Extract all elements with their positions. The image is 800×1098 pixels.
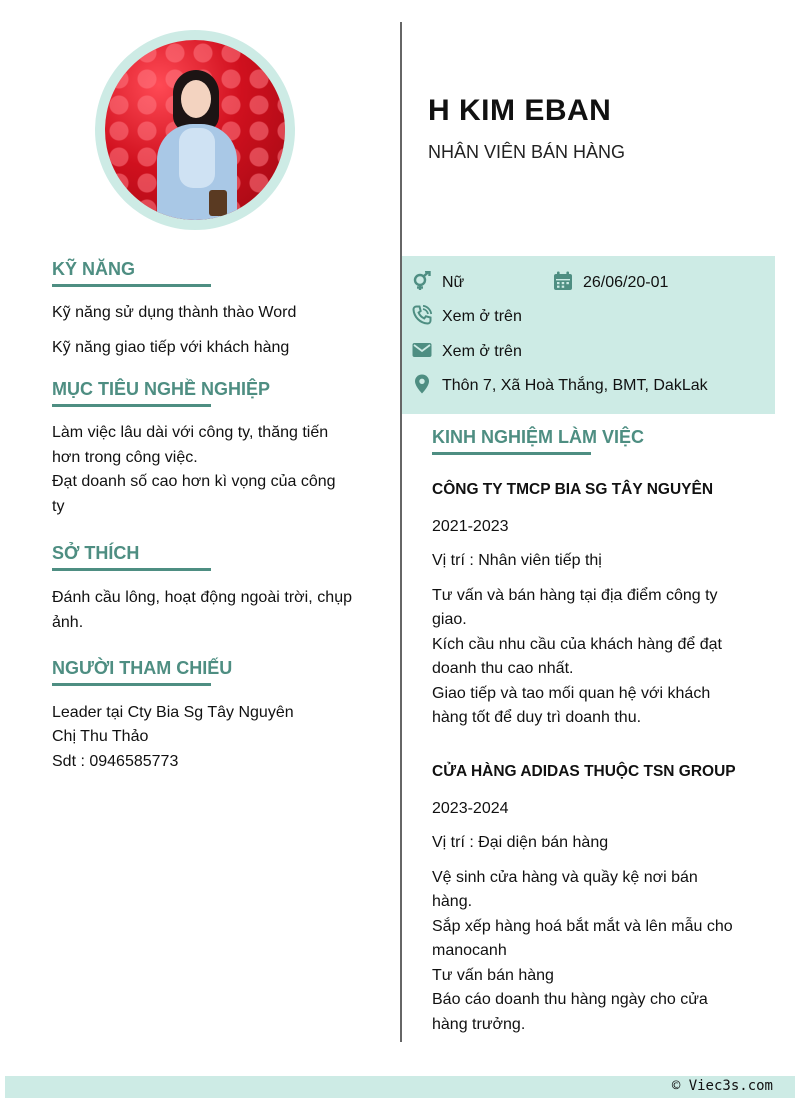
location-pin-icon [412, 374, 432, 394]
skills-title: KỸ NĂNG [52, 259, 136, 279]
contact-address: Thôn 7, Xã Hoà Thắng, BMT, DakLak [442, 377, 708, 394]
job-desc-line: Tư vấn bán hàng [432, 967, 554, 984]
objective-line: ty [52, 498, 65, 515]
hobbies-title: SỞ THÍCH [52, 543, 140, 563]
job-desc-line: doanh thu cao nhất. [432, 660, 574, 677]
reference-line: Chị Thu Thảo [52, 728, 149, 745]
job-position: Vị trí : Nhân viên tiếp thị [432, 552, 602, 569]
job-desc-line: hàng tốt để duy trì doanh thu. [432, 709, 642, 726]
job-desc-line: hàng trưởng. [432, 1016, 526, 1033]
hobbies-underline [52, 568, 211, 571]
column-divider [400, 22, 402, 1042]
job-desc-line: manocanh [432, 942, 507, 959]
job-desc-line: Kích cầu nhu cầu của khách hàng để đạt [432, 636, 722, 653]
objective-line: Làm việc lâu dài với công ty, thăng tiến [52, 424, 329, 441]
job-company: CÔNG TY TMCP BIA SG TÂY NGUYÊN [432, 481, 714, 498]
job-desc-line: Vệ sinh cửa hàng và quầy kệ nơi bán [432, 869, 698, 886]
references-underline [52, 683, 211, 686]
job-desc-line: Sắp xếp hàng hoá bắt mắt và lên mẫu cho [432, 918, 733, 935]
footer-bar [5, 1076, 795, 1098]
contact-email: Xem ở trên [442, 343, 522, 360]
avatar [105, 40, 285, 220]
job-desc-line: hàng. [432, 893, 473, 910]
profile-role: NHÂN VIÊN BÁN HÀNG [428, 142, 626, 162]
objective-line: hơn trong công việc. [52, 449, 198, 466]
reference-line: Leader tại Cty Bia Sg Tây Nguyên [52, 704, 294, 721]
objective-title: MỤC TIÊU NGHỀ NGHIỆP [52, 379, 271, 399]
job-desc-line: giao. [432, 611, 467, 628]
reference-line: Sdt : 0946585773 [52, 753, 179, 770]
experience-title: KINH NGHIỆM LÀM VIỆC [432, 427, 645, 447]
job-position: Vị trí : Đại diện bán hàng [432, 834, 609, 851]
skill-item: Kỹ năng giao tiếp với khách hàng [52, 339, 290, 356]
footer-copyright: © Viec3s.com [671, 1078, 773, 1094]
profile-name: H KIM EBAN [428, 94, 612, 127]
experience-underline [432, 452, 591, 455]
hobbies-text: Đánh cầu lông, hoạt động ngoài trời, chụp ảnh. [52, 589, 352, 631]
job-period: 2021-2023 [432, 518, 509, 535]
contact-phone: Xem ở trên [442, 308, 522, 325]
objective-underline [52, 404, 211, 407]
skill-item: Kỹ năng sử dụng thành thào Word [52, 304, 297, 321]
phone-icon [412, 305, 432, 325]
job-desc-line: Báo cáo doanh thu hàng ngày cho cửa [432, 991, 708, 1008]
job-company: CỬA HÀNG ADIDAS THUỘC TSN GROUP [432, 763, 736, 780]
contact-gender: Nữ [442, 274, 465, 291]
contact-birthday: 26/06/20-01 [583, 274, 669, 291]
contact-panel [402, 256, 775, 414]
skills-underline [52, 284, 211, 287]
avatar-frame [95, 30, 295, 230]
references-title: NGƯỜI THAM CHIẾU [52, 658, 233, 678]
job-period: 2023-2024 [432, 800, 509, 817]
job-desc-line: Giao tiếp và tao mối quan hệ với khách [432, 685, 711, 702]
gender-icon [412, 271, 432, 291]
calendar-icon [553, 271, 573, 291]
email-icon [412, 340, 432, 360]
objective-line: Đạt doanh số cao hơn kì vọng của công [52, 473, 336, 490]
job-desc-line: Tư vấn và bán hàng tại địa điểm công ty [432, 587, 718, 604]
